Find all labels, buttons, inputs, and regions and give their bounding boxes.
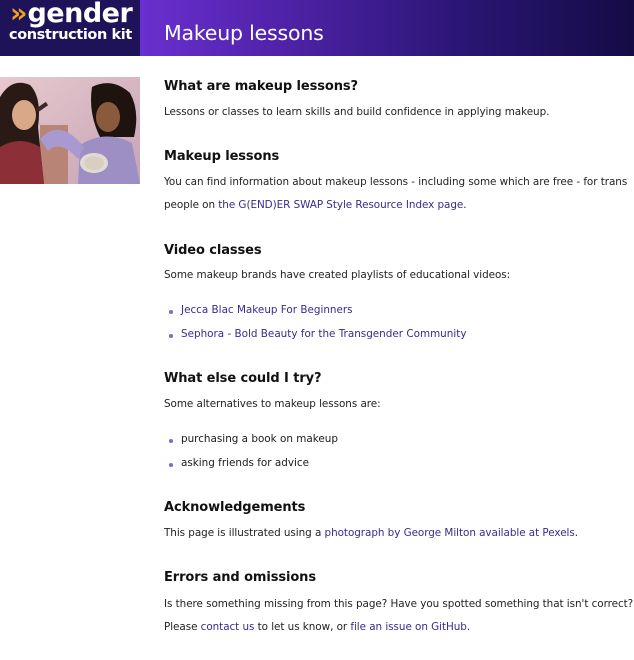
alternative-book: purchasing a book on makeup (181, 433, 338, 445)
logo-wordmark (10, 0, 132, 29)
jecca-blac-link[interactable]: Jecca Blac Makeup For Beginners (181, 304, 353, 316)
alternative-friends: asking friends for advice (181, 457, 309, 469)
heading-video-classes: Video classes (164, 243, 262, 258)
bullet-icon (169, 463, 173, 467)
logo-line2: construction kit (9, 27, 132, 43)
errors-line2-prefix: Please (164, 621, 201, 633)
video-description: Some makeup brands have created playlists of educational videos: (164, 269, 511, 281)
site-header (0, 0, 634, 56)
page-illustration (0, 77, 140, 184)
title-bar (140, 0, 634, 56)
lessons-text-line1: You can find information about makeup lessons - including some which are free - for trans (164, 176, 628, 188)
pexels-photo-link[interactable]: photograph by George Milton available at Pexels (324, 527, 575, 539)
site-logo[interactable] (0, 0, 140, 56)
heading-errors-omissions: Errors and omissions (164, 570, 316, 585)
photo-image (0, 77, 140, 184)
bullet-icon (169, 439, 173, 443)
bullet-icon (169, 310, 173, 314)
alternatives-description: Some alternatives to makeup lessons are: (164, 398, 381, 410)
contact-us-link[interactable]: contact us (200, 621, 255, 633)
heading-acknowledgements: Acknowledgements (164, 500, 306, 515)
heading-what-else: What else could I try? (164, 371, 322, 386)
lessons-text-line2 (164, 199, 467, 211)
chevron-right-icon: » (10, 0, 22, 29)
what-description: Lessons or classes to learn skills and build confidence in applying makeup. (164, 106, 550, 118)
acknowledgement-text (164, 527, 578, 539)
ack-prefix: This page is illustrated using a (164, 527, 325, 539)
page-title: Makeup lessons (164, 21, 324, 45)
github-issue-link[interactable]: file an issue on GitHub (350, 621, 467, 633)
errors-text-line1: Is there something missing from this page? Have you spotted something that isn't correct? (164, 598, 634, 610)
logo-line1: gender (27, 0, 133, 29)
errors-line2-suffix: . (466, 621, 471, 633)
errors-text-line2 (164, 621, 470, 633)
heading-makeup-lessons: Makeup lessons (164, 149, 280, 164)
bullet-icon (169, 334, 173, 338)
gender-swap-style-index-link[interactable]: the G(END)ER SWAP Style Resource Index page (218, 199, 464, 211)
errors-line2-mid: to let us know, or (254, 621, 351, 633)
ack-suffix: . (574, 527, 578, 539)
sephora-bold-beauty-link[interactable]: Sephora - Bold Beauty for the Transgender Community (181, 328, 467, 340)
heading-what-are-makeup-lessons: What are makeup lessons? (164, 79, 358, 94)
lessons-line2-suffix: . (463, 199, 467, 211)
lessons-line2-prefix: people on (164, 199, 219, 211)
